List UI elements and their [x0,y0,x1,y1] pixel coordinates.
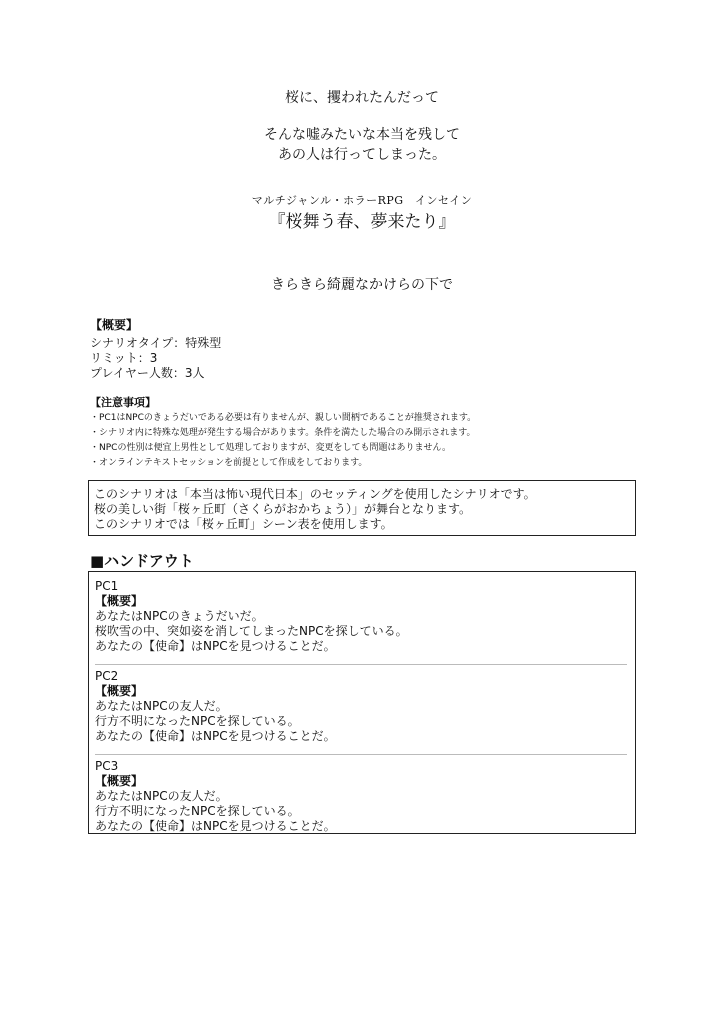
pc-line: あなたの【使命】はNPCを見つけることだ。 [95,639,336,653]
setting-line-3: このシナリオでは「桜ヶ丘町」シーン表を使用します。 [94,517,393,531]
setting-line-2: 桜の美しい街「桜ヶ丘町（さくらがおかちょう）」が舞台となります。 [94,502,472,516]
note-item: ・オンラインテキストセッションを前提として作成をしております。 [90,458,368,468]
scenario-title: 『桜舞う春、夢来たり』 [268,212,456,232]
pc-line: あなたはNPCのきょうだいだ。 [95,609,264,623]
poem-line-2: そんな嘘みたいな本当を残して [264,127,460,143]
note-item: ・PC1はNPCのきょうだいである必要は有りませんが、親しい間柄であることが推奨されます。 [90,413,477,423]
handout-pc3 [95,754,627,844]
pc-line: 行方不明になったNPCを探している。 [95,804,300,818]
pc-line: あなたはNPCの友人だ。 [95,789,228,803]
pc-overview-heading: 【概要】 [95,594,144,608]
pc-name: PC3 [95,759,119,773]
scenario-limit: リミット：3 [90,351,158,365]
system-subtitle: マルチジャンル・ホラーRPG インセイン [251,194,473,207]
overview-details [90,336,221,381]
pc-overview-heading: 【概要】 [95,684,144,698]
handout-box [88,571,636,834]
pc-line: 行方不明になったNPCを探している。 [95,714,300,728]
pc-overview-heading: 【概要】 [95,774,144,788]
setting-box [88,480,636,536]
player-count: プレイヤー人数：3人 [90,366,205,380]
pc-line: あなたの【使命】はNPCを見つけることだ。 [95,729,336,743]
overview-heading: 【概要】 [90,318,139,332]
setting-line-1: このシナリオは「本当は怖い現代日本」のセッティングを使用したシナリオです。 [94,487,536,501]
pc-line: あなたの【使命】はNPCを見つけることだ。 [95,819,336,833]
handout-pc1 [95,579,627,664]
tagline: きらきら綺麗なかけらの下で [271,277,453,293]
notes-heading: 【注意事項】 [90,396,156,409]
handout-title: ■ハンドアウト [90,552,194,570]
overview-section [90,316,138,333]
handout-pc2 [95,664,627,754]
pc-line: あなたはNPCの友人だ。 [95,699,228,713]
scenario-type: シナリオタイプ：特殊型 [90,336,222,350]
notes-section [90,395,476,471]
pc-line: 桜吹雪の中、突如姿を消してしまったNPCを探している。 [95,624,408,638]
pc-name: PC2 [95,669,119,683]
pc-name: PC1 [95,579,119,593]
poem-line-3: あの人は行ってしまった。 [278,147,446,163]
poem-line-1: 桜に、攫われたんだって [285,90,439,106]
note-item: ・NPCの性別は便宜上男性として処理しておりますが、変更をしても問題はありません。 [90,443,451,453]
note-item: ・シナリオ内に特殊な処理が発生する場合があります。条件を満たした場合のみ開示されます。 [90,428,476,438]
